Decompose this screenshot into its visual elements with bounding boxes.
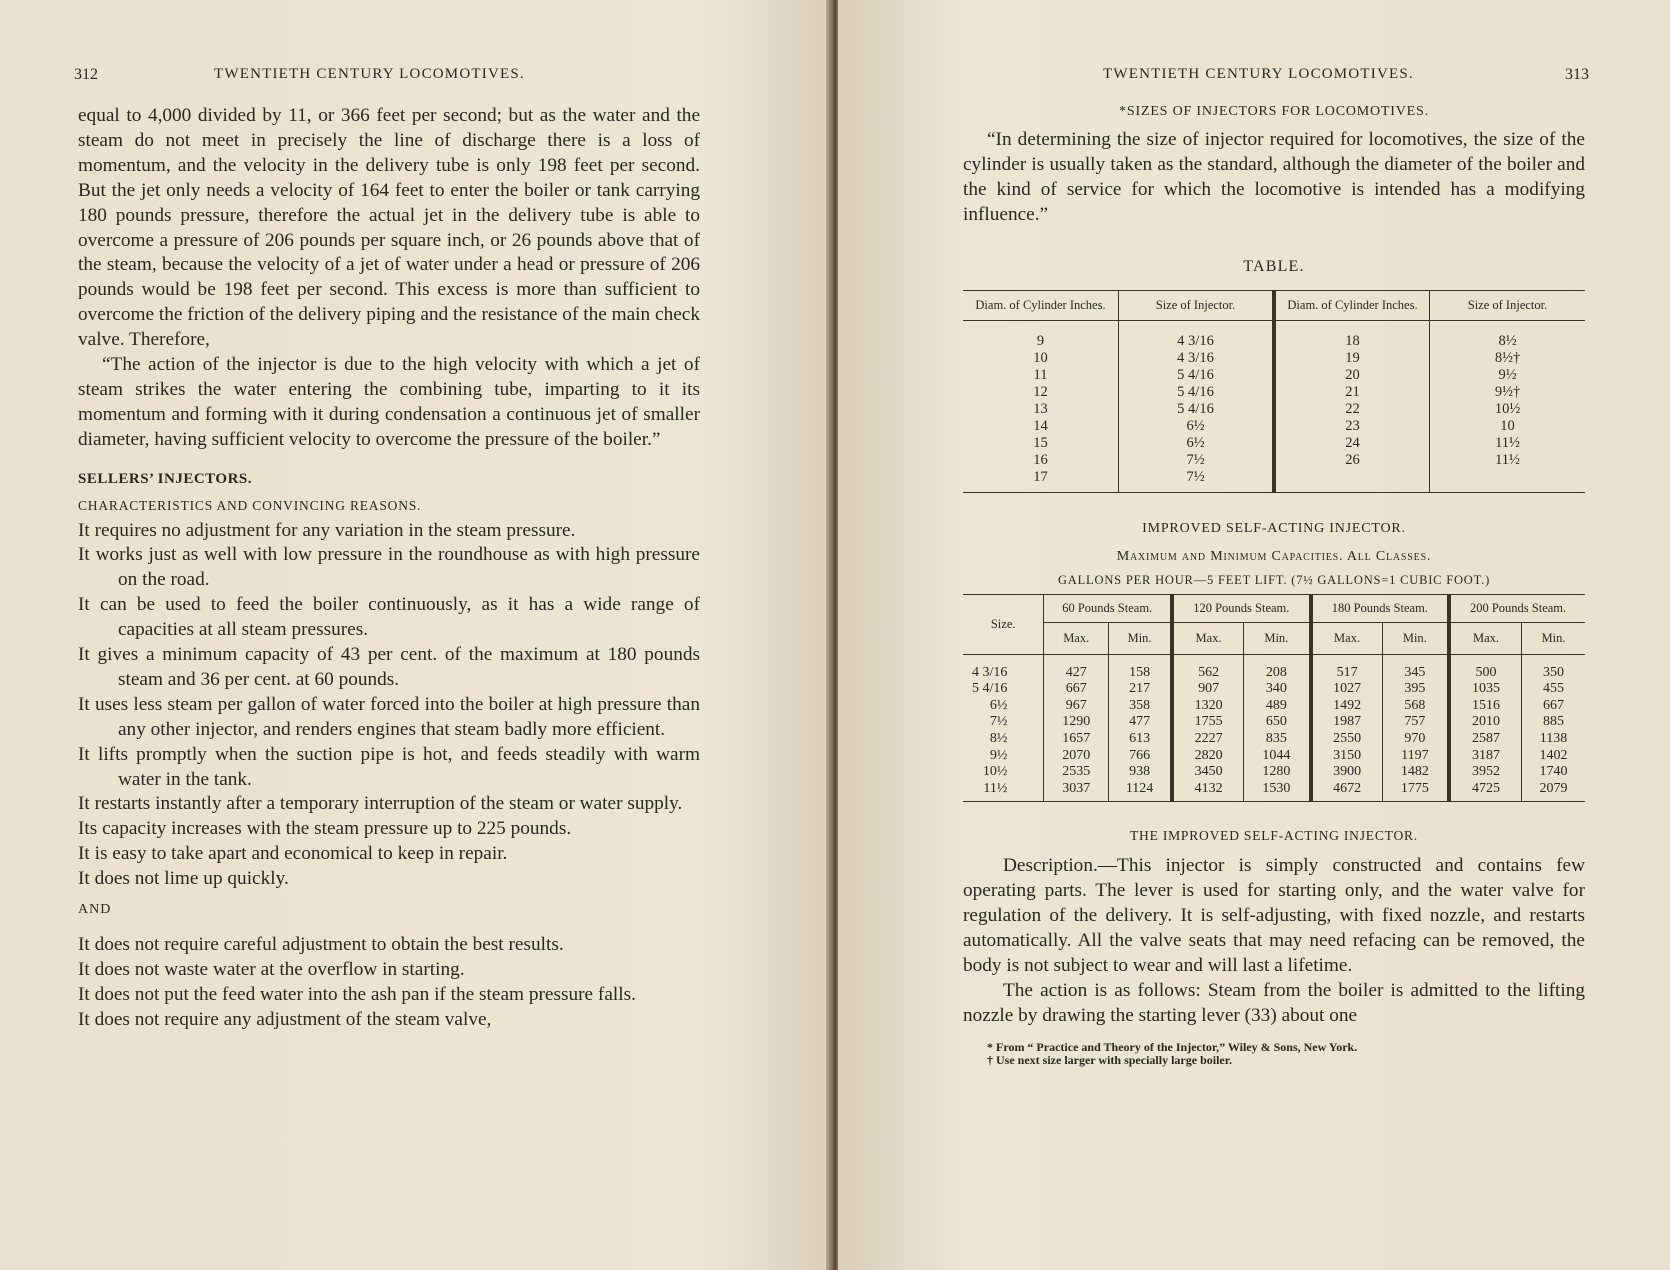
table-row (963, 714, 1585, 731)
table-row (963, 781, 1585, 802)
table-cell: 562 (1172, 654, 1244, 681)
table-cell: 1280 (1244, 764, 1311, 781)
table-cell: 15 (963, 435, 1119, 452)
table-cell: 1044 (1244, 748, 1311, 765)
table-cell: 9½ (1498, 366, 1517, 383)
list-item: It does not require careful adjustment to obtain the best results. (78, 934, 564, 955)
table-cell: 208 (1244, 654, 1311, 681)
table-cell: 1530 (1244, 781, 1311, 802)
table-header: Size of Injector. (1119, 290, 1275, 320)
table-row (963, 748, 1585, 765)
table-cell: 6½ (1119, 435, 1275, 452)
left-running-head: TWENTIETH CENTURY LOCOMOTIVES. (214, 66, 525, 82)
list-item: It can be used to feed the boiler continuously, as it has a wide range of capacities at all steam pressures. (78, 594, 700, 641)
table-cell: 350 (1543, 664, 1564, 680)
table-cell: 613 (1109, 731, 1173, 748)
table-cell: 650 (1244, 714, 1311, 731)
table-cell: 13 (963, 401, 1119, 418)
table-cell: 23 (1274, 418, 1430, 435)
intro-paragraph: “In determining the size of injector required for locomotives, the size of the cylinder is usually taken as the standard, although the diameter of the boiler and the kind of service for which the locomotive is intended has a modifying influence.” (963, 129, 1585, 225)
min-header: Min. (1244, 622, 1311, 654)
max-header: Max. (1449, 622, 1521, 654)
min-header: Min. (1382, 622, 1449, 654)
left-page-number: 312 (74, 66, 98, 83)
table-cell: 489 (1244, 698, 1311, 715)
table-cell: 766 (1109, 748, 1173, 765)
footnote: * From “ Practice and Theory of the Injector,” Wiley & Sons, New York. (987, 1039, 1358, 1054)
table-cell: 1987 (1311, 714, 1383, 731)
table-cell: 3900 (1311, 764, 1383, 781)
max-header: Max. (1172, 622, 1244, 654)
table-cell: 885 (1543, 714, 1564, 730)
table-cell: 17 (963, 469, 1119, 493)
table-cell: 9 (963, 320, 1119, 350)
table-row (963, 384, 1585, 401)
table-cell: 7½ (1119, 469, 1275, 493)
size-cell: 8½ (963, 731, 1044, 748)
left-body-text (78, 104, 700, 1033)
description-paragraph: The action is as follows: Steam from the boiler is admitted to the lifting nozzle by drawing the starting lever (33) about one (963, 979, 1585, 1026)
max-header: Max. (1311, 622, 1383, 654)
table-cell: 21 (1274, 384, 1430, 401)
sizes-heading: *SIZES OF INJECTORS FOR LOCOMOTIVES. (1119, 104, 1429, 119)
table-cell: 345 (1382, 654, 1449, 681)
table-row (963, 469, 1585, 493)
table-cell: 18 (1274, 320, 1430, 350)
max-header: Max. (1044, 622, 1109, 654)
table-row (963, 764, 1585, 781)
table-cell: 12 (963, 384, 1119, 401)
table-cell: 395 (1382, 681, 1449, 698)
improved-heading: IMPROVED SELF-ACTING INJECTOR. (1142, 520, 1406, 536)
table-cell: 9½† (1494, 383, 1521, 400)
table-cell: 2079 (1522, 781, 1586, 802)
table-cell: 938 (1109, 764, 1173, 781)
list-item: It is easy to take apart and economical to keep in repair. (78, 843, 508, 865)
table-cell: 11½ (1495, 434, 1520, 451)
table-cell: 217 (1109, 681, 1173, 698)
size-cell: 6½ (963, 698, 1044, 715)
size-cell: 4 3/16 (963, 654, 1044, 681)
right-page-number: 313 (1565, 66, 1589, 83)
table-cell: 2070 (1044, 748, 1109, 765)
table-cell: 5 4/16 (1119, 367, 1275, 384)
list-item: It does not waste water at the overflow in starting. (78, 958, 465, 980)
list-item: It does not lime up quickly. (78, 868, 289, 890)
table-cell: 1197 (1382, 748, 1449, 765)
min-header: Min. (1109, 622, 1173, 654)
description-paragraph: Description.—This injector is simply constructed and contains few operating parts. The lever is used for starting only, and the water valve for regulation of the delivery. It is self-adjusting, with fixed nozzle, and restarts automatically. All the valve seats that may need refacing can be removed, the body is not subject to wear and will last a lifetime. (963, 855, 1585, 976)
table-header: Diam. of Cylinder Inches. (963, 290, 1119, 320)
table-cell: 16 (963, 452, 1119, 469)
capacity-table (963, 594, 1585, 803)
table-cell: 1290 (1044, 714, 1109, 731)
table-cell: 14 (963, 418, 1119, 435)
section-subheading: CHARACTERISTICS AND CONVINCING REASONS. (78, 497, 422, 513)
gallons-heading: GALLONS PER HOUR—5 FEET LIFT. (7½ GALLONS=1 CUBIC FOOT.) (1057, 572, 1491, 587)
table-cell: 1402 (1539, 747, 1568, 763)
table-cell: 340 (1244, 681, 1311, 698)
table-cell: 2550 (1311, 731, 1383, 748)
table-cell: 835 (1244, 731, 1311, 748)
table-cell: 158 (1109, 654, 1173, 681)
table-row (963, 401, 1585, 418)
footnotes (963, 1041, 1585, 1067)
table-cell: 10 (1500, 417, 1515, 434)
table-cell: 2820 (1172, 748, 1244, 765)
table-cell: 4 3/16 (1119, 320, 1275, 350)
table-cell: 1482 (1382, 764, 1449, 781)
table-cell: 477 (1109, 714, 1173, 731)
size-header: Size. (963, 594, 1044, 654)
section-heading: SELLERS’ INJECTORS. (78, 470, 253, 487)
table-cell: 2010 (1449, 714, 1521, 731)
table-cell: 1740 (1539, 764, 1568, 780)
group-header: 60 Pounds Steam. (1044, 594, 1172, 622)
table-cell: 2535 (1044, 764, 1109, 781)
capacities-heading-text: Maximum and Minimum Capacities. All Classes. (1116, 548, 1432, 564)
table-cell: 1138 (1539, 731, 1568, 746)
table-cell: 3187 (1449, 748, 1521, 765)
table-cell: 1492 (1311, 698, 1383, 715)
table-label: TABLE. (1243, 257, 1305, 275)
table-cell: 1035 (1449, 681, 1521, 698)
table-cell: 358 (1109, 698, 1173, 715)
size-cell: 10½ (963, 764, 1044, 781)
table-header: Diam. of Cylinder Inches. (1274, 290, 1430, 320)
left-page (0, 0, 832, 1270)
table-row (963, 435, 1585, 452)
table-cell: 4 3/16 (1119, 350, 1275, 367)
list-item: It requires no adjustment for any variation in the steam pressure. (78, 519, 576, 541)
list-item: It gives a minimum capacity of 43 per cent. of the maximum at 180 pounds steam and 36 per cent. at 60 pounds. (78, 644, 700, 690)
table-cell: 907 (1172, 681, 1244, 698)
table-cell: 6½ (1119, 418, 1275, 435)
and-separator: AND (78, 902, 112, 918)
table-cell: 8½ (1498, 332, 1517, 349)
table-cell: 10½ (1494, 400, 1521, 417)
table-cell (1430, 469, 1586, 493)
table-cell: 568 (1382, 698, 1449, 715)
table-cell: 517 (1311, 654, 1383, 681)
size-cell: 7½ (963, 714, 1044, 731)
table-cell: 26 (1274, 452, 1430, 469)
list-item: Its capacity increases with the steam pressure up to 225 pounds. (78, 818, 572, 840)
table-cell: 1657 (1044, 731, 1109, 748)
table-cell: 7½ (1119, 452, 1275, 469)
table-cell (1274, 469, 1430, 493)
table-row (963, 731, 1585, 748)
group-header: 200 Pounds Steam. (1449, 594, 1585, 622)
table-cell: 500 (1449, 654, 1521, 681)
table-row (963, 452, 1585, 469)
table-cell: 11½ (1495, 451, 1520, 468)
table-cell: 1320 (1172, 698, 1244, 715)
size-cell: 9½ (963, 748, 1044, 765)
table-cell: 1775 (1382, 781, 1449, 802)
table-cell: 1124 (1109, 781, 1173, 802)
list-item: It restarts instantly after a temporary interruption of the steam or water supply. (78, 793, 683, 815)
list-item: It does not put the feed water into the ash pan if the steam pressure falls. (78, 983, 636, 1005)
group-header: 180 Pounds Steam. (1311, 594, 1450, 622)
table-cell: 4672 (1311, 781, 1383, 802)
table-row (963, 367, 1585, 384)
injector-size-table (963, 290, 1585, 493)
table-cell: 20 (1274, 367, 1430, 384)
right-body-text (963, 104, 1585, 1067)
table-cell: 8½† (1494, 349, 1521, 366)
size-cell: 5 4/16 (963, 681, 1044, 698)
table-cell: 3150 (1311, 748, 1383, 765)
table-cell: 667 (1044, 681, 1109, 698)
paragraph: “The action of the injector is due to the high velocity with which a jet of steam strikes the water entering the combining tube, imparting to it its momentum and forming with it during condensation a continuous jet of smaller diameter, having sufficient velocity to overcome the pressure of the boiler.” (78, 354, 700, 450)
group-header: 120 Pounds Steam. (1172, 594, 1311, 622)
table-cell: 1755 (1172, 714, 1244, 731)
table-row (963, 350, 1585, 367)
table-cell: 11 (963, 367, 1119, 384)
table-cell: 10 (963, 350, 1119, 367)
min-header: Min. (1522, 622, 1586, 654)
table-row (963, 654, 1585, 681)
table-row (963, 418, 1585, 435)
table-cell: 967 (1044, 698, 1109, 715)
table-cell: 455 (1543, 681, 1564, 697)
table-cell: 1516 (1449, 698, 1521, 715)
table-row (963, 681, 1585, 698)
right-running-head: TWENTIETH CENTURY LOCOMOTIVES. (1103, 66, 1414, 82)
table-cell: 5 4/16 (1119, 384, 1275, 401)
table-cell: 24 (1274, 435, 1430, 452)
table-cell: 3952 (1449, 764, 1521, 781)
table-cell: 970 (1382, 731, 1449, 748)
table-cell: 2587 (1449, 731, 1521, 748)
list-item: It works just as well with low pressure in the roundhouse as with high pressure on the road. (78, 544, 700, 591)
paragraph: equal to 4,000 divided by 11, or 366 feet per second; but as the water and the steam do not meet in precisely the line of discharge there is a loss of momentum, and the velocity in the delivery tube is only 198 feet per second. But the jet only needs a velocity of 164 feet to enter the boiler or tank carrying 180 pounds pressure, therefore the actual jet in the delivery tube is able to overcome a pressure of 206 pounds per square inch, or 26 pounds above that of the steam, because the velocity of a jet of water under a head or pressure of 206 pounds would be 198 feet per second. This excess is more than sufficient to overcome the friction of the delivery piping and the resistance of the main check valve. Therefore, (78, 105, 700, 351)
table-row (963, 320, 1585, 350)
description-heading: THE IMPROVED SELF-ACTING INJECTOR. (1130, 828, 1418, 844)
table-cell: 4725 (1449, 781, 1521, 802)
table-cell: 5 4/16 (1119, 401, 1275, 418)
table-cell: 3037 (1044, 781, 1109, 802)
table-cell: 427 (1044, 654, 1109, 681)
table-cell: 757 (1382, 714, 1449, 731)
list-item: It lifts promptly when the suction pipe is hot, and feeds steadily with warm water in the tank. (78, 743, 700, 790)
table-row (963, 698, 1585, 715)
table-cell: 19 (1274, 350, 1430, 367)
table-cell: 1027 (1311, 681, 1383, 698)
table-cell: 2227 (1172, 731, 1244, 748)
table-cell: 4132 (1172, 781, 1244, 802)
table-header: Size of Injector. (1430, 290, 1586, 320)
footnote: † Use next size larger with specially large boiler. (987, 1052, 1232, 1067)
list-item: It does not require any adjustment of the steam valve, (78, 1008, 492, 1030)
table-cell: 22 (1274, 401, 1430, 418)
table-cell: 3450 (1172, 764, 1244, 781)
size-cell: 11½ (963, 781, 1044, 802)
capacities-heading (963, 549, 1585, 565)
table-cell: 667 (1543, 697, 1564, 713)
list-item: It uses less steam per gallon of water forced into the boiler at high pressure than any other injector, and renders engines that steam badly more efficient. (78, 693, 700, 740)
